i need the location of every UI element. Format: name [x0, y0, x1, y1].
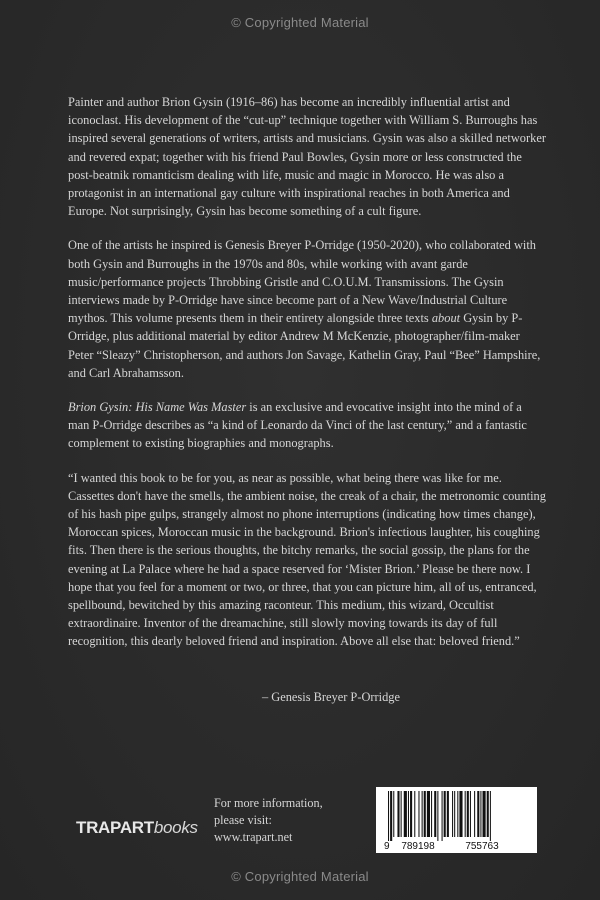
barcode-digits-mid: 789198: [401, 841, 435, 852]
isbn-barcode: [376, 787, 537, 853]
barcode-digits-right: 755763: [465, 841, 499, 852]
barcode-digit-left: 9: [384, 841, 390, 852]
logo-books: books: [153, 818, 198, 837]
barcode-bar: [465, 791, 466, 837]
barcode-bar: [410, 791, 412, 837]
quote-attribution: [0, 690, 600, 705]
blurb-text: [68, 93, 546, 667]
barcode-bar: [390, 791, 392, 841]
barcode-bar: [444, 791, 446, 837]
barcode-bar: [424, 791, 426, 837]
info-line-2: please visit:: [214, 813, 272, 827]
logo-trapart: TRAPART: [76, 818, 154, 837]
barcode-bar: [487, 791, 489, 837]
paragraph-intro-text: Painter and author Brion Gysin (1916–86) has become an incredibly influential artist and iconoclast. His development of the “cut-up” technique together with William S. Burroughs has inspired several generations of writers, artists and musicians. Gysin was also a skilled networker and revered expat; together with his friend Paul Bowles, Gysin more or less constructed the post-beatnik romanticism dealing with life, music and magic in Morocco. He was also a protagonist in an international gay culture with inspirational reaches in both America and Europe. Not surprisingly, Gysin has become something of a cult figure.: [68, 95, 546, 219]
paragraph-intro: [68, 93, 546, 220]
barcode-bar: [490, 791, 491, 841]
paragraph-p-orridge-text-a: One of the artists he inspired is Genesis Breyer P-Orridge (1950-2020), who collaborated with both Gysin and Burroughs in the 1970s and 80s, while working with avant garde music/performance projects Throbbing Gristle and C.O.U.M. Transmissions. The Gysin interviews made by P-Orridge have since become part of a New Wave/Industrial Culture mythos. This volume presents them in their entirety alongside three texts: [68, 238, 536, 326]
barcode-bar: [434, 791, 436, 837]
barcode-bar: [480, 791, 481, 837]
barcode-bar: [477, 791, 479, 837]
paragraph-book-summary-text: is an exclusive and evocative insight into the mind of a man P-Orridge describes as “a kind of Leonardo da Vinci of the last century,” and a fantastic complement to existing biographies and monographs.: [68, 400, 527, 451]
book-title-italic: Brion Gysin: His Name Was Master: [68, 400, 247, 415]
paragraph-book-summary: [68, 398, 546, 453]
barcode-bar: [442, 791, 443, 841]
barcode-bar: [459, 791, 462, 837]
barcode-bar: [474, 791, 475, 837]
publisher-logo: [76, 818, 198, 838]
paragraph-p-orridge-text-b: Gysin by P-Orridge, plus additional material by editor Andrew M McKenzie, photographer/film-maker Peter “Sleazy” Christopherson, and authors Jon Savage, Kathelin Gray, Paul “Bee” Hampshire, and Carl Abrahamsson.: [68, 311, 541, 380]
barcode-bar: [401, 791, 402, 837]
barcode-bar: [457, 791, 458, 837]
barcode-bar: [418, 791, 419, 837]
barcode-bar: [431, 791, 432, 837]
copyright-watermark-top: © Copyrighted Material: [231, 15, 369, 30]
barcode-bar: [427, 791, 430, 837]
barcode-bar: [393, 791, 394, 837]
barcode-bars: [388, 791, 491, 841]
website-link[interactable]: www.trapart.net: [214, 830, 293, 844]
barcode-bar: [404, 791, 407, 837]
barcode-bar: [454, 791, 455, 837]
copyright-watermark-bottom: © Copyrighted Material: [231, 869, 369, 884]
paragraph-p-orridge: [68, 236, 546, 382]
emphasis-about: about: [431, 311, 461, 326]
paragraph-quote: [68, 469, 546, 651]
barcode-bar: [470, 791, 471, 837]
barcode-bar: [408, 791, 409, 837]
quote-text: “I wanted this book to be for you, as near as possible, what being there was like for me. Cassettes don't have the smells, the ambient noise, the creak of a chair, the metronomic counting of his hash pipe gulps, strangely almost no phone interruptions (indicating how times change), Moroccan spices, Moroccan music in the background. Brion's infectious laughter, his coughing fits. Then there is the serious thoughts, the bitchy remarks, the social gossip, the plans for the evening at La Palace where he had a space reserved for ‘Mister Brion.’ Please be there now. I hope that you feel for a moment or two, or three, that you can picture him, all of us, entranced, spellbound, bewitched by this amazing raconteur. This medium, this wizard, Occultist extraordinaire. Inventor of the dreamachine, still slowly moving towards its day of full recognition, this dearly beloved friend and inspiration. Above all else that: beloved friend.”: [68, 470, 546, 649]
barcode-bar: [447, 791, 449, 837]
barcode-bar: [422, 791, 423, 837]
barcode-bar: [483, 791, 486, 837]
barcode-bar: [388, 791, 389, 841]
attribution-text: – Genesis Breyer P-Orridge: [262, 690, 400, 704]
barcode-bar: [467, 791, 469, 837]
info-line-1: For more information,: [214, 796, 323, 810]
barcode-bar: [437, 791, 438, 841]
more-info-block: [214, 795, 324, 846]
barcode-graphic: [376, 787, 537, 853]
barcode-bar: [414, 791, 415, 837]
barcode-bar: [452, 791, 453, 837]
barcode-bar: [397, 791, 399, 837]
